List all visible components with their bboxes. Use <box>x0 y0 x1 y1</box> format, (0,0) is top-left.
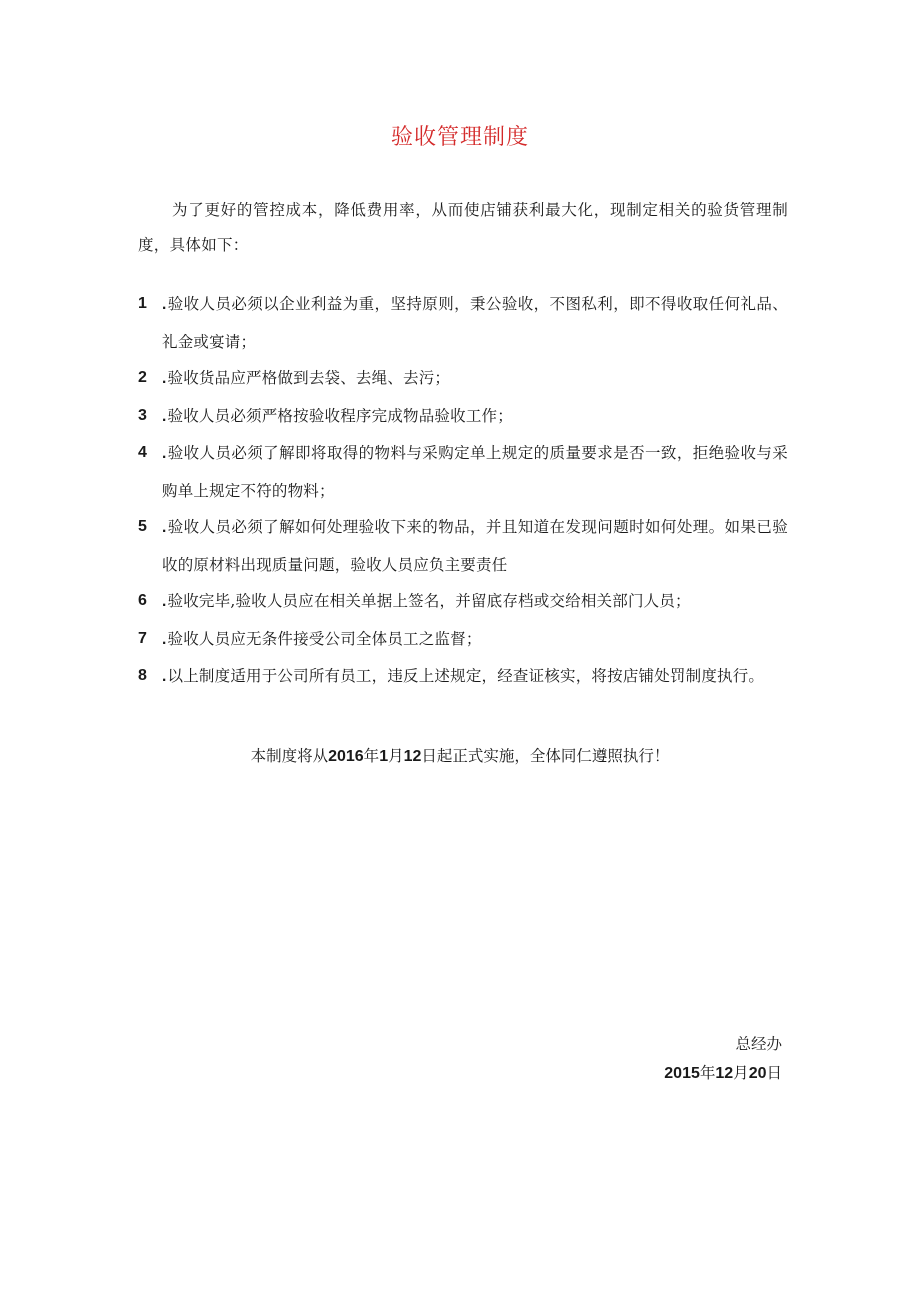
rule-text: 验收人员必须以企业利益为重，坚持原则，秉公验收，不图私利，即不得收取任何礼品、礼金或宴请； <box>162 295 788 351</box>
rule-text: 验收人员必须了解如何处理验收下来的物品，并且知道在发现问题时如何处理。如果已验收的原材料出现质量问题，验收人员应负主要责任 <box>162 518 788 574</box>
document-title: 验收管理制度 <box>390 125 529 150</box>
rule-number: 2 <box>138 369 148 386</box>
rule-dot: . <box>162 593 167 610</box>
rule-number: 5 <box>138 518 148 535</box>
rule-text: 验收货品应严格做到去袋、去绳、去污； <box>167 369 451 387</box>
rule-text: 以上制度适用于公司所有员工，违反上述规定，经查证核实，将按店铺处罚制度执行。 <box>167 667 765 685</box>
rule-item <box>138 658 788 696</box>
rule-item <box>138 398 788 436</box>
rule-number: 7 <box>138 629 148 647</box>
closing-day-unit: 日起正式实施，全体同仁遵照执行！ <box>421 747 670 765</box>
rule-dot: . <box>162 519 167 536</box>
rule-item <box>138 360 788 398</box>
closing-year-unit: 年 <box>363 747 380 765</box>
rule-number: 6 <box>138 592 148 609</box>
closing-month: 1 <box>379 748 389 765</box>
rule-dot: . <box>162 296 167 313</box>
rule-dot: . <box>162 445 167 462</box>
rule-dot: . <box>162 370 167 387</box>
signature-year: 2015 <box>664 1065 700 1082</box>
rule-item <box>138 286 788 360</box>
signature-day: 20 <box>748 1065 767 1082</box>
rule-item <box>138 583 788 621</box>
rule-dot: . <box>162 668 167 685</box>
rule-number: 8 <box>138 667 148 684</box>
rule-number: 3 <box>138 406 148 424</box>
signature-date <box>664 1059 782 1088</box>
rule-number: 1 <box>138 295 148 312</box>
rule-text: 验收人员必须了解即将取得的物料与采购定单上规定的质量要求是否一致，拒绝验收与采购单上规定不符的物料； <box>162 444 788 500</box>
closing-statement <box>0 740 920 773</box>
signature-department: 总经办 <box>735 1035 782 1053</box>
closing-year: 2016 <box>328 748 364 765</box>
closing-month-unit: 月 <box>388 747 404 765</box>
rule-item <box>138 435 788 509</box>
signature-day-unit: 日 <box>766 1064 782 1082</box>
rule-text: 验收人员应无条件接受公司全体员工之监督； <box>167 629 482 648</box>
rule-number: 4 <box>138 444 148 461</box>
rule-item <box>138 621 788 659</box>
signature-year-unit: 年 <box>699 1064 716 1082</box>
signature-month: 12 <box>715 1065 734 1082</box>
closing-prefix: 本制度将从 <box>250 747 329 765</box>
signature-month-unit: 月 <box>733 1064 749 1082</box>
closing-day: 12 <box>403 748 422 765</box>
rule-item <box>138 509 788 583</box>
rule-text: 验收完毕,验收人员应在相关单据上签名，并留底存档或交给相关部门人员； <box>167 592 691 610</box>
signature-block <box>664 1030 782 1088</box>
rule-dot: . <box>162 407 167 425</box>
rules-list <box>138 286 788 696</box>
intro-paragraph: 为了更好的管控成本，降低费用率，从而使店铺获利最大化，现制定相关的验货管理制度，具体如下： <box>138 201 788 254</box>
rule-dot: . <box>162 630 167 648</box>
rule-text: 验收人员必须严格按验收程序完成物品验收工作； <box>167 406 513 425</box>
